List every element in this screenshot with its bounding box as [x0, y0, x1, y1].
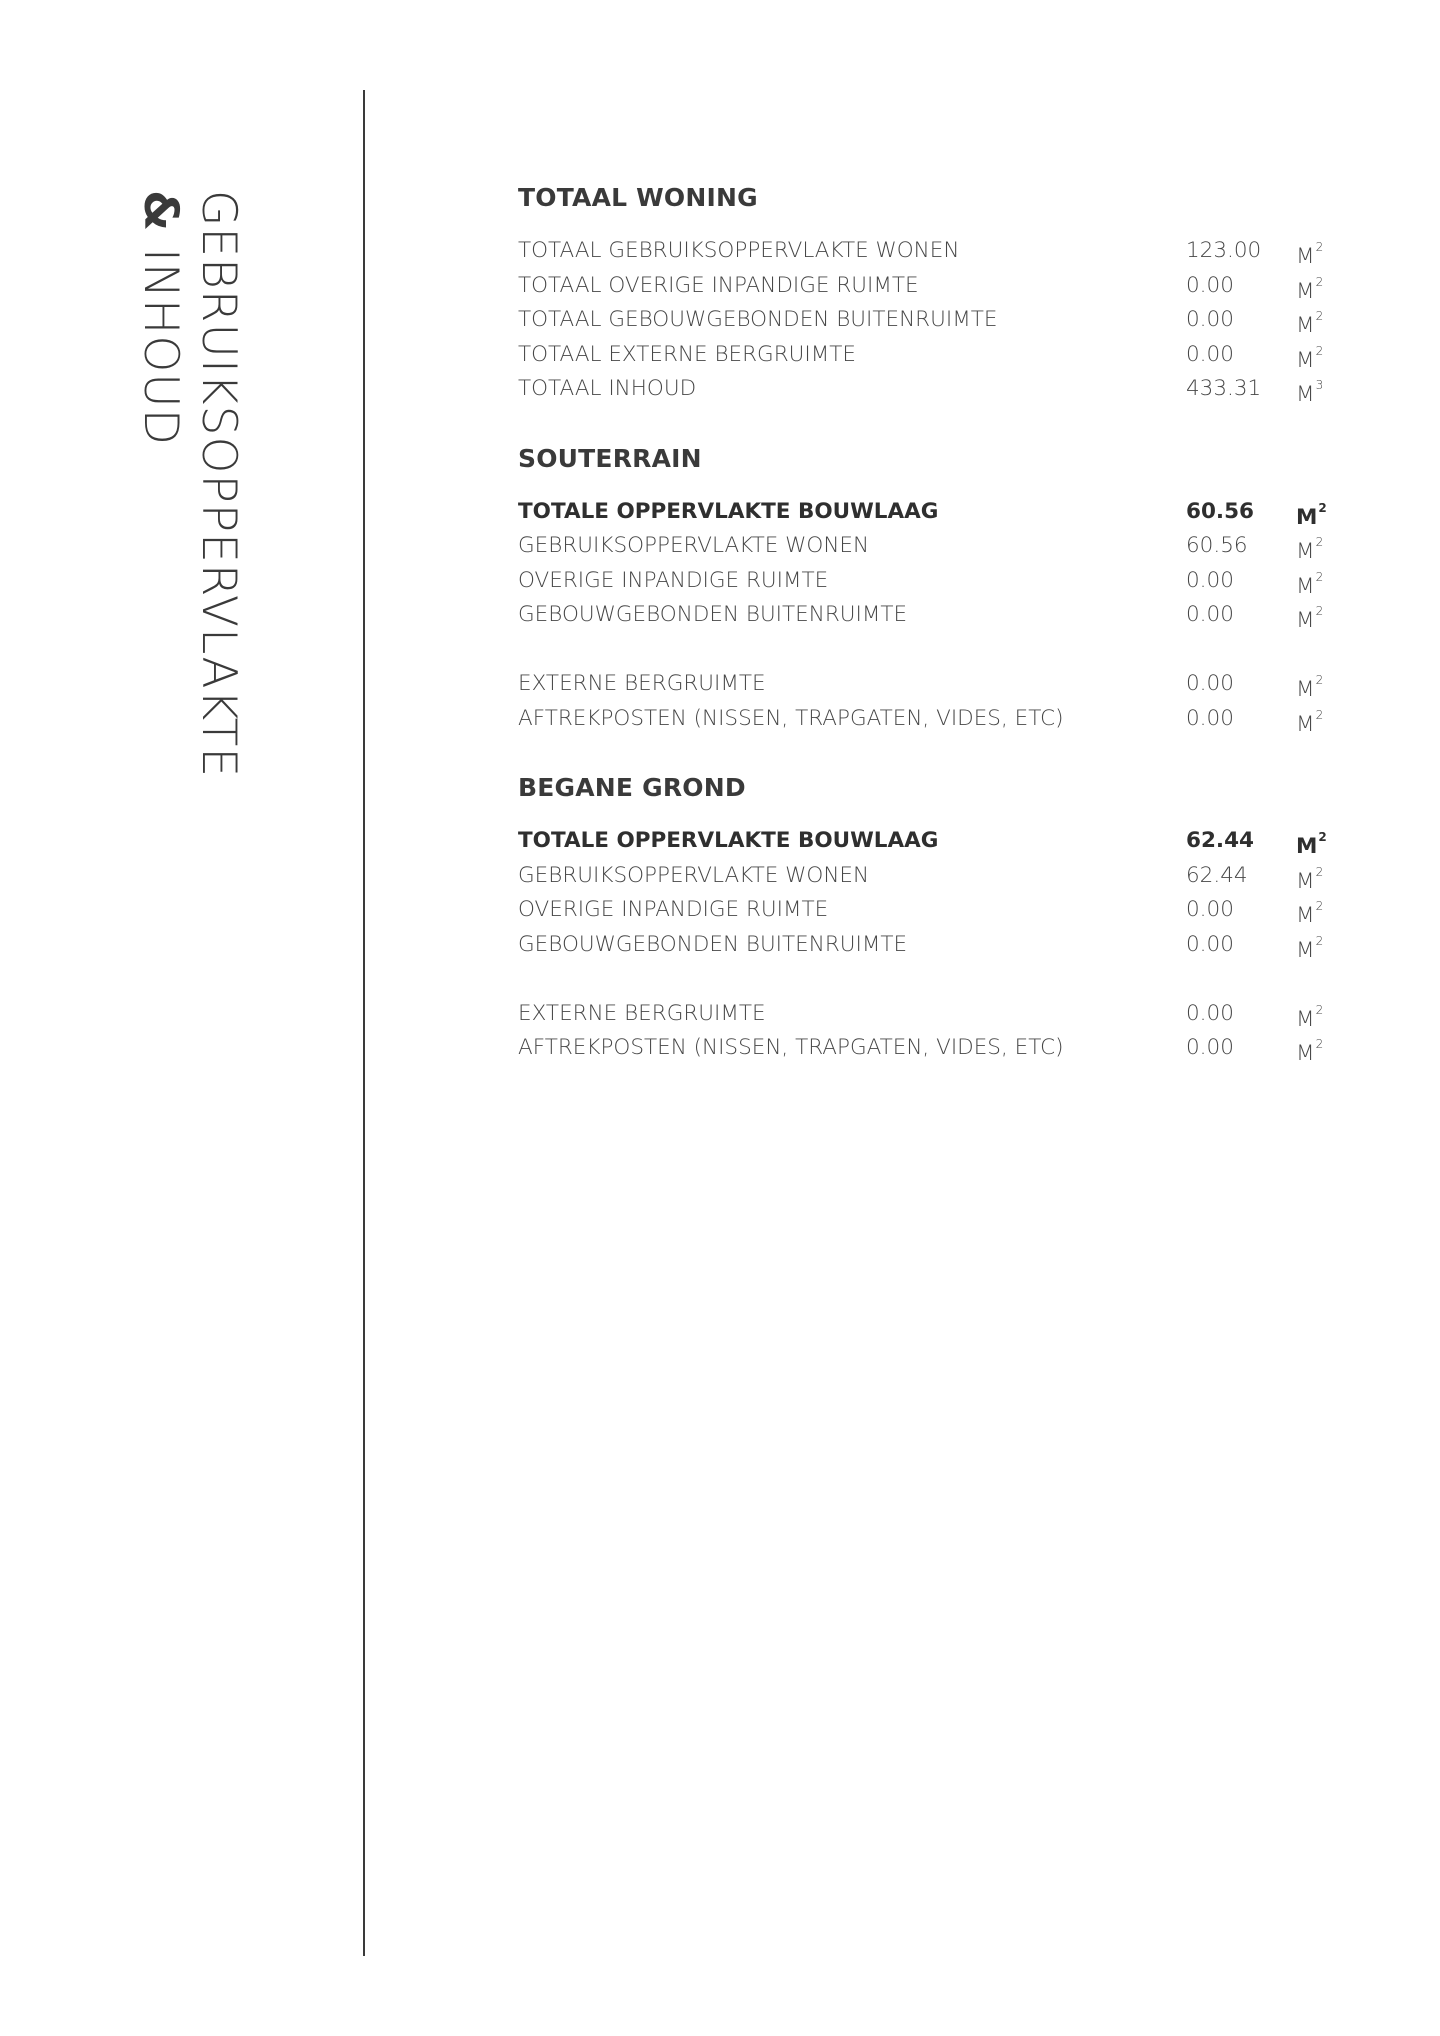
unit-exponent: 2 [1315, 535, 1324, 549]
unit-letter: M [1296, 504, 1318, 530]
unit-exponent: 2 [1318, 500, 1327, 515]
table-row [518, 702, 1338, 737]
side-title [107, 190, 247, 890]
unit-exponent: 2 [1315, 933, 1324, 948]
row-label: OVERIGE INPANDIGE RUIMTE [518, 567, 829, 593]
table-row [518, 338, 1338, 373]
row-label: EXTERNE BERGRUIMTE [518, 671, 766, 696]
row-value: 62.44 [1186, 862, 1248, 888]
section-0 [518, 180, 1338, 407]
unit-letter: M [1296, 903, 1315, 929]
row-value: 0.00 [1186, 1035, 1234, 1060]
unit-letter: M [1296, 244, 1315, 270]
unit-letter: M [1296, 834, 1318, 860]
section-1 [518, 441, 1338, 737]
table-row [518, 372, 1338, 407]
row-value: 60.56 [1186, 498, 1255, 524]
unit-exponent: 2 [1315, 1002, 1324, 1017]
unit-letter: M [1296, 347, 1315, 373]
section-title: SOUTERRAIN [518, 443, 702, 473]
unit-exponent: 2 [1315, 309, 1324, 323]
side-title-line-1: GEBRUIKSOPPERVLAKTE [191, 190, 246, 779]
row-unit [1296, 372, 1323, 413]
table-row [518, 598, 1338, 633]
row-spacer [518, 962, 1338, 997]
unit-exponent: 2 [1315, 604, 1324, 618]
table-row [518, 234, 1338, 269]
row-label: TOTALE OPPERVLAKTE BOUWLAAG [518, 498, 939, 524]
row-value: 433.31 [1186, 376, 1262, 401]
row-label: GEBRUIKSOPPERVLAKTE WONEN [518, 862, 870, 888]
side-title-line-2 [131, 190, 189, 890]
unit-exponent: 2 [1315, 569, 1324, 584]
row-value: 0.00 [1186, 1000, 1234, 1026]
unit-letter: M [1296, 868, 1315, 894]
unit-letter: M [1296, 382, 1315, 408]
unit-letter: M [1296, 677, 1315, 703]
unit-letter: M [1296, 1041, 1315, 1067]
row-label: TOTALE OPPERVLAKTE BOUWLAAG [518, 828, 939, 853]
table-row [518, 564, 1338, 599]
row-label: AFTREKPOSTEN (NISSEN, TRAPGATEN, VIDES, ETC) [518, 1035, 1064, 1060]
row-unit [1296, 598, 1323, 639]
table-row [518, 928, 1338, 963]
unit-exponent: 2 [1315, 240, 1324, 254]
row-value: 0.00 [1186, 567, 1234, 593]
row-label: TOTAAL EXTERNE BERGRUIMTE [518, 341, 856, 367]
table-row [518, 303, 1338, 338]
row-unit [1296, 1031, 1323, 1072]
unit-letter: M [1296, 539, 1315, 565]
unit-exponent: 2 [1315, 899, 1324, 913]
content-area [518, 180, 1338, 1100]
row-unit [1296, 702, 1323, 743]
row-value: 0.00 [1186, 602, 1234, 627]
row-value: 60.56 [1186, 533, 1248, 558]
unit-letter: M [1296, 1006, 1315, 1032]
unit-exponent: 2 [1315, 707, 1324, 722]
row-value: 0.00 [1186, 307, 1234, 332]
row-unit [1296, 928, 1323, 969]
section-2 [518, 770, 1338, 1066]
unit-letter: M [1296, 278, 1315, 304]
table-row [518, 667, 1338, 702]
row-value: 123.00 [1186, 238, 1262, 263]
table-row [518, 997, 1338, 1032]
row-label: OVERIGE INPANDIGE RUIMTE [518, 897, 829, 922]
row-value: 0.00 [1186, 272, 1234, 298]
unit-letter: M [1296, 313, 1315, 339]
side-title-inhoud: INHOUD [133, 247, 188, 446]
unit-exponent: 3 [1315, 378, 1324, 392]
row-label: EXTERNE BERGRUIMTE [518, 1000, 766, 1026]
table-row [518, 269, 1338, 304]
unit-letter: M [1296, 573, 1315, 599]
table-row [518, 859, 1338, 894]
unit-exponent: 2 [1315, 274, 1324, 289]
unit-letter: M [1296, 937, 1315, 963]
unit-exponent: 2 [1315, 673, 1324, 687]
row-label: TOTAAL INHOUD [518, 376, 697, 401]
unit-exponent: 2 [1315, 343, 1324, 358]
row-spacer [518, 633, 1338, 668]
row-value: 0.00 [1186, 705, 1234, 731]
row-value: 0.00 [1186, 897, 1234, 922]
table-row [518, 893, 1338, 928]
unit-letter: M [1296, 711, 1315, 737]
unit-letter: M [1296, 608, 1315, 634]
table-row [518, 824, 1338, 859]
section-title: BEGANE GROND [518, 773, 746, 802]
row-value: 0.00 [1186, 341, 1234, 367]
row-value: 62.44 [1186, 828, 1255, 853]
unit-exponent: 2 [1315, 864, 1324, 879]
table-row [518, 1031, 1338, 1066]
unit-exponent: 2 [1318, 830, 1327, 844]
row-label: GEBOUWGEBONDEN BUITENRUIMTE [518, 931, 908, 957]
table-row [518, 495, 1338, 530]
table-row [518, 529, 1338, 564]
row-label: GEBOUWGEBONDEN BUITENRUIMTE [518, 602, 908, 627]
ampersand: & [133, 190, 188, 232]
vertical-divider [363, 90, 365, 1956]
row-value: 0.00 [1186, 931, 1234, 957]
row-label: TOTAAL GEBRUIKSOPPERVLAKTE WONEN [518, 238, 960, 263]
row-label: TOTAAL GEBOUWGEBONDEN BUITENRUIMTE [518, 307, 998, 332]
row-value: 0.00 [1186, 671, 1234, 696]
row-label: GEBRUIKSOPPERVLAKTE WONEN [518, 533, 870, 558]
unit-exponent: 2 [1315, 1037, 1324, 1051]
section-title: TOTAAL WONING [518, 183, 758, 212]
row-label: TOTAAL OVERIGE INPANDIGE RUIMTE [518, 272, 919, 298]
row-label: AFTREKPOSTEN (NISSEN, TRAPGATEN, VIDES, ETC) [518, 705, 1064, 731]
